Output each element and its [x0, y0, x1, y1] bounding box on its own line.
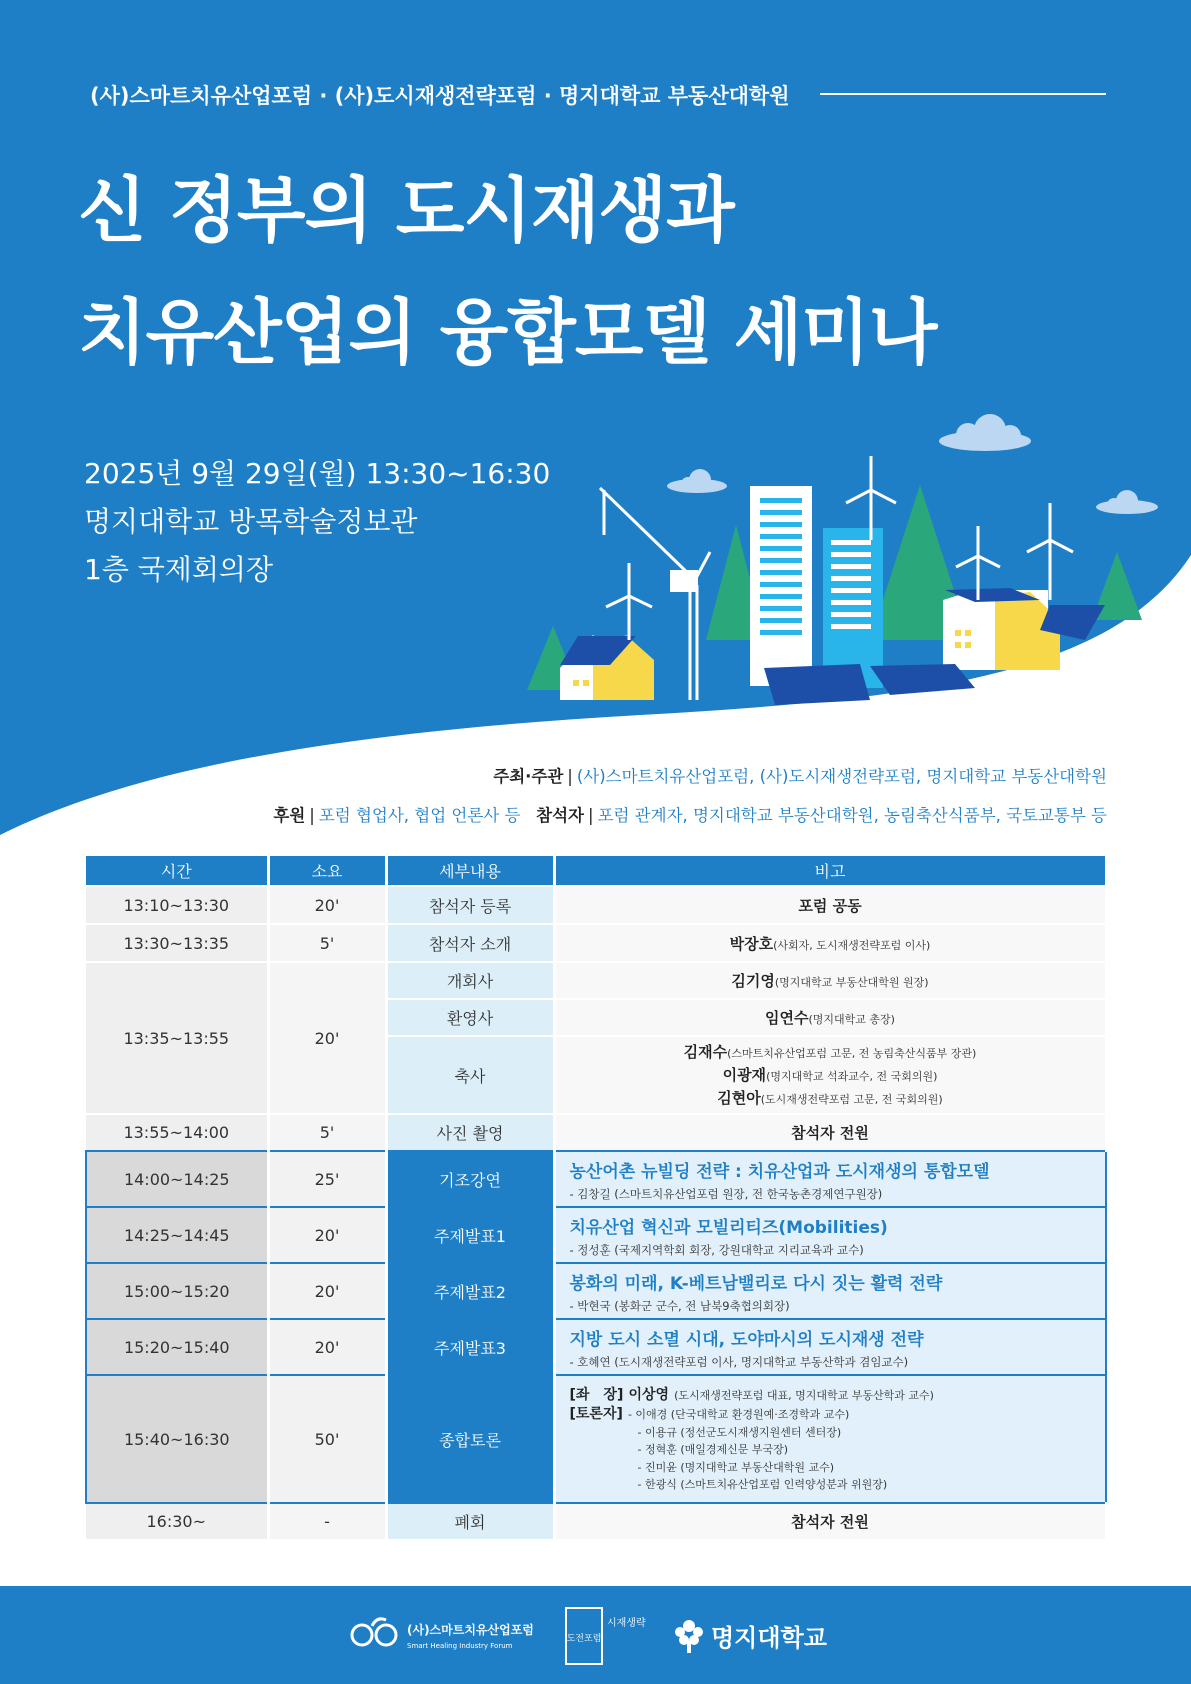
cell-duration: 20': [268, 962, 386, 1114]
myongji-tree-icon: [675, 1620, 703, 1653]
title-line-1: 신 정부의 도시재생과: [78, 169, 734, 252]
cell-time: 13:10~13:30: [86, 886, 268, 924]
cell-item: 환영사: [386, 999, 554, 1036]
cell-note: [554, 924, 1106, 962]
cell-duration: 5': [268, 1114, 386, 1151]
cell-item: 주제발표3: [386, 1319, 554, 1375]
cell-item: 기조강연: [386, 1151, 554, 1207]
session-speaker: - 김창길 (스마트치유산업포럼 원장, 전 한국농촌경제연구원장): [569, 1186, 883, 1201]
note-text: 포럼 공동: [798, 896, 862, 915]
cell-duration: -: [268, 1503, 386, 1539]
cell-duration: 20': [268, 1319, 386, 1375]
cell-time: 14:25~14:45: [86, 1207, 268, 1263]
person-desc: (명지대학교 부동산대학원 원장): [774, 976, 929, 989]
panel-line: [570, 1404, 1105, 1424]
table-row: [86, 886, 1106, 924]
hero-banner: [0, 0, 1191, 840]
person-name: 임연수: [765, 1009, 809, 1027]
organizer-divider: [820, 93, 1106, 95]
sponsor-separator: |: [309, 806, 315, 825]
logo1-name: (사)스마트치유산업포럼: [407, 1623, 534, 1637]
logo1-sub: Smart Healing Industry Forum: [407, 1642, 513, 1650]
event-info: [84, 450, 550, 594]
sponsor-attendee-credit: [107, 802, 1107, 826]
table-header-row: [86, 856, 1106, 886]
cell-note: [554, 1114, 1106, 1151]
cell-time: 13:30~13:35: [86, 924, 268, 962]
header-note: 비고: [554, 856, 1106, 886]
session-topic: 지방 도시 소멸 시대, 도야마시의 도시재생 전략: [569, 1329, 924, 1350]
cell-duration: 50': [268, 1375, 386, 1503]
table-row: [86, 1207, 1106, 1263]
cell-note: [554, 1319, 1106, 1375]
person-name: 박장호: [729, 934, 774, 953]
congrats-speaker-2: [557, 1064, 1104, 1087]
cell-note: [554, 886, 1106, 924]
cell-note: [554, 1207, 1106, 1263]
panelist: - 정혁훈 (매일경제신문 부국장): [637, 1443, 789, 1456]
cell-time: 16:30~: [86, 1503, 268, 1539]
congrats-speaker-3: [557, 1087, 1104, 1110]
person-name: 이광재: [722, 1065, 767, 1084]
sponsor-value: 포럼 협업사, 협업 언론사 등: [318, 806, 521, 825]
person-name: 김현아: [717, 1088, 761, 1107]
attendee-label: 참석자: [536, 806, 584, 825]
panelist: - 이애경 (단국대학교 환경원예·조경학과 교수): [627, 1408, 850, 1421]
cell-item: 주제발표2: [386, 1263, 554, 1319]
cell-item: 참석자 등록: [386, 886, 554, 924]
session-speaker: - 박현국 (봉화군 군수, 전 남북9축협의회장): [569, 1298, 790, 1313]
footer-logos: [0, 1586, 1191, 1684]
chair-label: [좌 장]: [569, 1386, 624, 1403]
host-label: 주최·주관: [493, 767, 564, 786]
cell-duration: 20': [268, 1207, 386, 1263]
session-speaker: - 호혜연 (도시재생전략포럼 이사, 명지대학교 부동산학과 겸임교수): [569, 1354, 909, 1369]
cell-note: [554, 1151, 1106, 1207]
crane-cab: [670, 570, 698, 592]
header-time: 시간: [86, 856, 268, 886]
table-row: [86, 1503, 1106, 1539]
cell-item: 폐회: [386, 1503, 554, 1539]
event-venue-line-1: 명지대학교 방목학술정보관: [84, 505, 418, 538]
cell-duration: 25': [268, 1151, 386, 1207]
cell-duration: 20': [268, 886, 386, 924]
cell-note: [554, 1036, 1106, 1114]
cell-note: [554, 1375, 1106, 1503]
cell-item: 개회사: [386, 962, 554, 999]
host-credit: [107, 763, 1107, 787]
organizer-list: (사)스마트치유산업포럼 · (사)도시재생전략포럼 · 명지대학교 부동산대학원: [90, 84, 790, 108]
session-topic: 농산어촌 뉴빌딩 전략 : 치유산업과 도시재생의 통합모델: [569, 1161, 990, 1182]
smart-healing-logo-icon: [352, 1619, 396, 1645]
table-row: [86, 1319, 1106, 1375]
cell-item: 사진 촬영: [386, 1114, 554, 1151]
attendee-separator: |: [588, 806, 594, 825]
table-row: [86, 962, 1106, 999]
cell-item: 축사: [386, 1036, 554, 1114]
footer-bar: [0, 1586, 1191, 1684]
panelist: - 한광식 (스마트치유산업포럼 인력양성분과 위원장): [637, 1478, 888, 1491]
cell-time: 13:35~13:55: [86, 962, 268, 1114]
chair-desc: (도시재생전략포럼 대표, 명지대학교 부동산학과 교수): [674, 1388, 934, 1402]
person-desc: (도시재생전략포럼 고문, 전 국회의원): [760, 1092, 943, 1106]
title-line-2: 치유산업의 융합모델 세미나: [78, 291, 937, 374]
cell-time: 15:20~15:40: [86, 1319, 268, 1375]
panelist: - 진미윤 (명지대학교 부동산대학원 교수): [637, 1460, 835, 1474]
cell-duration: 5': [268, 924, 386, 962]
person-name: 김기영: [731, 972, 775, 990]
cell-item: 종합토론: [386, 1375, 554, 1503]
cell-note: [554, 1263, 1106, 1319]
table-row: [86, 924, 1106, 962]
table-row: [86, 1375, 1106, 1503]
host-separator: |: [567, 767, 573, 786]
sponsor-label: 후원: [273, 806, 306, 825]
person-desc: (명지대학교 총장): [808, 1013, 895, 1026]
event-datetime: 2025년 9월 29일(월) 13:30~16:30: [84, 457, 551, 490]
logo3-name: 명지대학교: [711, 1624, 827, 1652]
note-text: 참석자 전원: [791, 1513, 869, 1531]
session-topic: 봉화의 미래, K-베트남밸리로 다시 짓는 활력 전략: [569, 1273, 943, 1294]
chair-line: [570, 1385, 1105, 1405]
logo2-text: 시재생략: [607, 1618, 646, 1629]
logo2-mark: 도전포럼: [566, 1634, 602, 1644]
cell-note: [554, 1503, 1106, 1539]
note-text: 참석자 전원: [791, 1124, 869, 1142]
person-name: 김재수: [683, 1042, 728, 1061]
page-title: [78, 150, 936, 394]
cell-time: 14:00~14:25: [86, 1151, 268, 1207]
host-value: (사)스마트치유산업포럼, (사)도시재생전략포럼, 명지대학교 부동산대학원: [576, 767, 1107, 786]
attendee-value: 포럼 관계자, 명지대학교 부동산대학원, 농림축산식품부, 국토교통부 등: [597, 806, 1107, 825]
congrats-speaker-1: [557, 1041, 1104, 1064]
table-row: [86, 1151, 1106, 1207]
person-desc: (명지대학교 석좌교수, 전 국회의원): [766, 1069, 938, 1083]
header-detail: 세부내용: [386, 856, 554, 886]
cell-time: 15:40~16:30: [86, 1375, 268, 1503]
cell-time: 15:00~15:20: [86, 1263, 268, 1319]
event-venue-line-2: 1층 국제회의장: [84, 553, 274, 586]
header-duration: 소요: [268, 856, 386, 886]
cell-item: 참석자 소개: [386, 924, 554, 962]
cell-duration: 20': [268, 1263, 386, 1319]
panel-label: [토론자]: [569, 1406, 623, 1422]
person-desc: (스마트치유산업포럼 고문, 전 농림축산식품부 장관): [727, 1046, 977, 1060]
cell-time: 13:55~14:00: [86, 1114, 268, 1151]
panelist: - 이용규 (정선군도시재생지원센터 센터장): [637, 1425, 842, 1439]
schedule-table: [85, 856, 1108, 1539]
cell-note: [554, 962, 1106, 999]
cell-item: 주제발표1: [386, 1207, 554, 1263]
cell-note: [554, 999, 1106, 1036]
table-row: [86, 1114, 1106, 1151]
hero-background: [0, 0, 1191, 840]
table-row: [86, 1263, 1106, 1319]
chair-name: 이상영: [628, 1386, 670, 1403]
session-speaker: - 정성훈 (국제지역학회 회장, 강원대학교 지리교육과 교수): [569, 1242, 864, 1257]
session-topic: 치유산업 혁신과 모빌리티즈(Mobilities): [569, 1217, 888, 1238]
person-desc: (사회자, 도시재생전략포럼 이사): [773, 938, 931, 952]
